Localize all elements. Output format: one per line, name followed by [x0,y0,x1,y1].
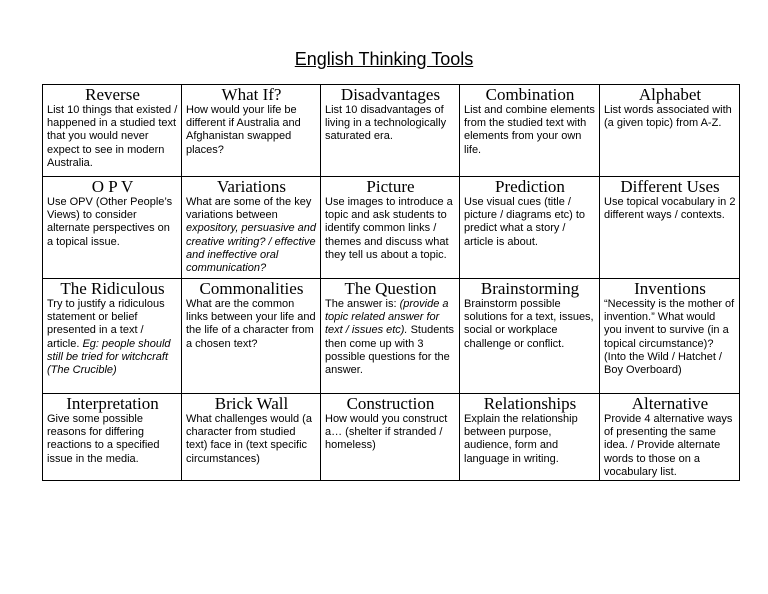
tool-cell [600,394,740,481]
tool-title: What If? [221,85,282,104]
tool-description [325,196,456,262]
tool-description [186,298,317,351]
tool-description-segment: List words associated with (a given topic) from A-Z. [604,104,732,130]
tool-title: Brick Wall [214,394,289,413]
tool-title: Different Uses [620,177,720,196]
tool-cell [43,177,182,279]
tool-description [604,413,736,479]
tool-cell [600,279,740,394]
tool-title: Prediction [495,177,565,196]
tool-title: Construction [346,394,435,413]
tool-title: Relationships [483,394,577,413]
tool-cell [321,279,460,394]
tool-description [47,413,178,466]
tool-description-segment: Use visual cues (title / picture / diagrams etc) to predict what a story / article is about. [464,196,586,248]
tool-title: Alternative [631,394,709,413]
tool-title: Picture [366,177,415,196]
table-row [43,394,740,481]
tool-description-segment: Use images to introduce a topic and ask students to identify common links / themes and discuss what they tell us about a topic. [325,196,453,261]
tool-cell [43,279,182,394]
tool-description [464,413,596,466]
tool-description [464,298,596,351]
tool-description-segment: How would you construct a… (shelter if stranded / homeless) [325,413,448,452]
tool-description-segment: What challenges would (a character from studied text) face in (text specific circumstances) [186,413,312,465]
tool-description [186,413,317,466]
tool-cell [460,177,600,279]
tool-description [464,104,596,157]
page-title: English Thinking Tools [294,49,474,69]
tool-description-segment: Use topical vocabulary in 2 different ways / contexts. [604,196,736,222]
tool-description [325,413,456,453]
tool-description [604,104,736,130]
tool-cell [460,394,600,481]
table-row [43,279,740,394]
tool-description-segment: What are some of the key variations between [186,196,312,222]
tool-cell [182,177,321,279]
tool-description-segment: List 10 disadvantages of living in a technologically saturated era. [325,104,447,143]
tool-description [186,196,317,275]
tool-description [325,104,456,144]
tool-title: Reverse [85,85,140,104]
tool-title: Combination [485,85,575,104]
tool-description [186,104,317,157]
tool-description-segment: List and combine elements from the studied text with elements from your own life. [464,104,595,156]
table-row [43,85,740,177]
tool-description-segment: Students then come up with 3 possible questions for the answer. [325,324,455,377]
tool-cell [321,177,460,279]
tool-title: Interpretation [66,394,159,413]
tool-title: Variations [217,177,286,196]
tool-description-segment: List 10 things that existed / happened in a studied text that you would never expect to see in modern Australia. [47,104,178,169]
thinking-tools-table [42,84,740,481]
tool-cell [460,279,600,394]
tool-description-segment: Explain the relationship between purpose, audience, form and language in writing. [464,413,578,465]
tool-description-segment: (provide a topic related answer for text / issues etc). [325,298,449,337]
tool-description-segment: Use OPV (Other People’s Views) to consider alternate perspectives on a topical issue. [47,196,173,248]
tool-description-segment: Give some possible reasons for differing reactions to a specified issue in the media. [47,413,160,465]
tool-description-segment: Brainstorm possible solutions for a text, issues, social or workplace challenge or conflict. [464,298,594,350]
tool-description-segment: The answer is: [325,298,400,310]
tool-cell [43,394,182,481]
tool-cell [182,279,321,394]
tool-description-segment: Try to justify a ridiculous statement or belief presented in a text / article. [47,298,165,350]
tool-cell [182,394,321,481]
tool-description [325,298,456,377]
tool-cell [182,85,321,177]
tool-description [47,298,178,377]
tool-title: Inventions [634,279,706,298]
table-row [43,177,740,279]
tool-title: Alphabet [638,85,702,104]
tool-title: Brainstorming [480,279,580,298]
tool-description-segment: “Necessity is the mother of invention.” What would you invent to survive (in a topical circumstance)? (Into the Wild / Hatchet / Boy Overboard) [604,298,735,377]
tool-title: O P V [91,177,134,196]
tool-cell [321,394,460,481]
tool-title: Commonalities [199,279,304,298]
tool-title: Disadvantages [340,85,441,104]
tool-description-segment: expository, persuasive and creative writing? / effective and ineffective oral communication? [186,222,317,275]
tool-cell [321,85,460,177]
tool-description [47,104,178,170]
tool-description-segment: Provide 4 alternative ways of presenting the same idea. / Provide alternate words to those on a vocabulary list. [604,413,733,478]
tool-cell [460,85,600,177]
tool-description [604,298,736,377]
tool-description-segment: Eg: people should still be tried for witchcraft (The Crucible) [47,337,171,377]
tool-description [464,196,596,249]
tool-cell [600,177,740,279]
tool-title: The Ridiculous [60,279,165,298]
tool-cell [43,85,182,177]
tool-description [47,196,178,249]
tool-description-segment: How would your life be different if Australia and Afghanistan swapped places? [186,104,301,156]
tool-description [604,196,736,222]
tool-description-segment: What are the common links between your life and the life of a character from a chosen text? [186,298,316,350]
tool-title: The Question [344,279,437,298]
tool-cell [600,85,740,177]
